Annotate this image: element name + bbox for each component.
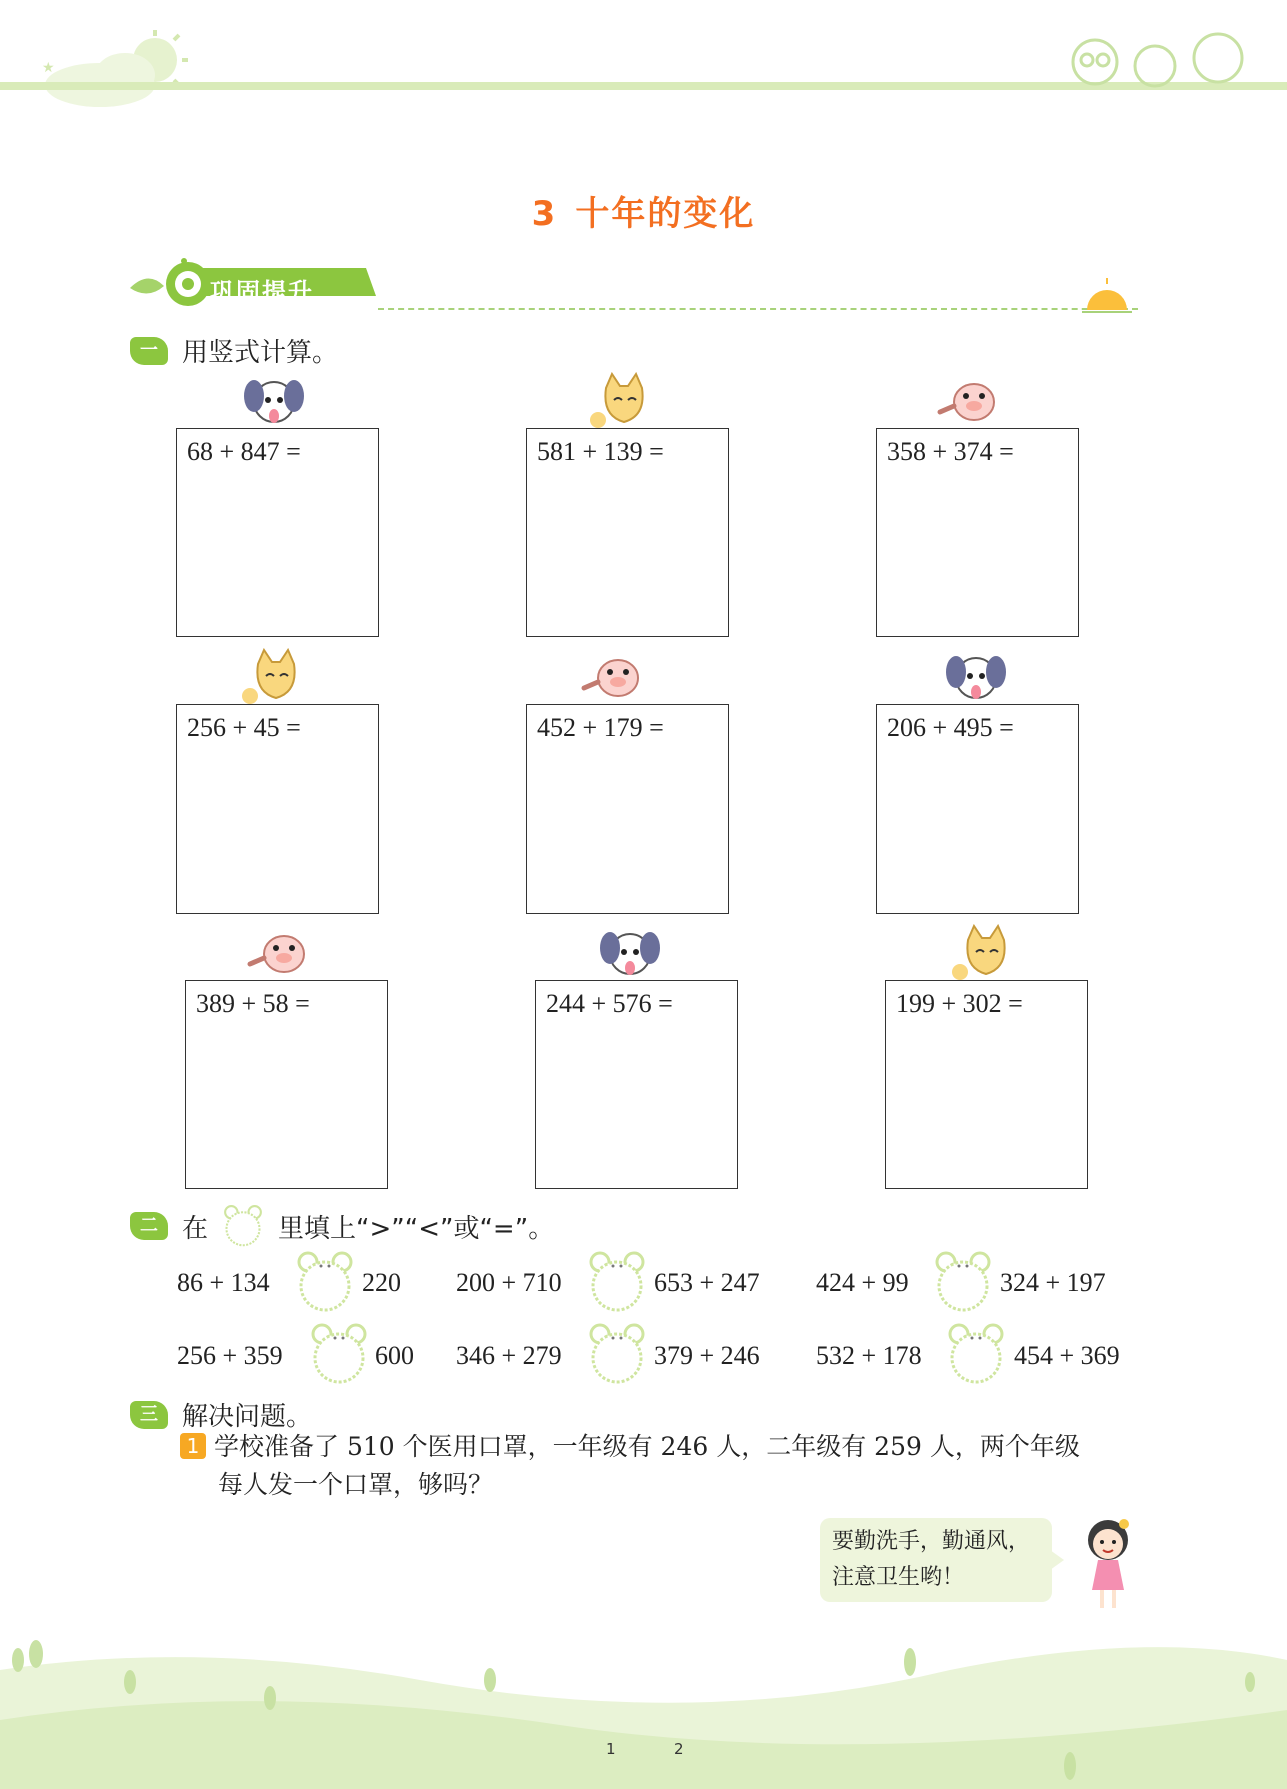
problem-text-line2: 每人发一个口罩，够吗？ (218, 1470, 494, 1499)
problem-number: 1 (180, 1433, 206, 1459)
part2-heading (130, 1204, 554, 1248)
calc-box[interactable] (526, 428, 729, 637)
section-divider (378, 308, 1138, 310)
mouse-bubble-icon[interactable] (586, 1250, 648, 1314)
part3-instruction: 解决问题。 (182, 1402, 313, 1432)
mouse-bubble-icon[interactable] (308, 1322, 370, 1386)
calc-box[interactable] (876, 428, 1079, 637)
calc-box[interactable] (176, 704, 379, 914)
dog-mascot-icon (934, 648, 1018, 706)
svg-text:★: ★ (42, 60, 55, 76)
compare-left: 86 + 134 (177, 1268, 270, 1297)
tip-bubble-tail (1050, 1550, 1064, 1570)
mouse-bubble-icon[interactable] (932, 1250, 994, 1314)
compare-right: 379 + 246 (654, 1341, 760, 1370)
compare-left: 200 + 710 (456, 1268, 562, 1297)
part1-badge: 一 (130, 337, 168, 365)
compare-right: 324 + 197 (1000, 1268, 1106, 1297)
calc-expression: 452 + 179 = (537, 713, 664, 742)
calc-expression: 244 + 576 = (546, 989, 673, 1018)
calc-expression: 206 + 495 = (887, 713, 1014, 742)
cat-mascot-icon (582, 372, 666, 430)
section-banner-label: 巩固提升 (210, 278, 314, 306)
part2-instruction-pre: 在 (182, 1213, 209, 1244)
calc-box[interactable] (176, 428, 379, 637)
girl-icon (1072, 1512, 1146, 1612)
calc-box[interactable] (526, 704, 729, 914)
calc-expression: 358 + 374 = (887, 437, 1014, 466)
calc-expression: 389 + 58 = (196, 989, 310, 1018)
calc-expression: 68 + 847 = (187, 437, 301, 466)
mouse-bubble-icon[interactable] (294, 1250, 356, 1314)
mouse-bubble-icon[interactable] (586, 1322, 648, 1386)
mouse-bubble-icon[interactable] (945, 1322, 1007, 1386)
calc-box[interactable] (185, 980, 388, 1189)
calc-box[interactable] (885, 980, 1088, 1189)
calc-expression: 581 + 139 = (537, 437, 664, 466)
pig-mascot-icon (576, 648, 660, 706)
calc-box[interactable] (535, 980, 738, 1189)
calc-expression: 256 + 45 = (187, 713, 301, 742)
calc-expression: 199 + 302 = (896, 989, 1023, 1018)
part3-badge: 三 (130, 1401, 168, 1429)
cat-mascot-icon (234, 648, 318, 706)
problem-text-line1: 学校准备了 510 个医用口罩，一年级有 246 人，二年级有 259 人，两个年级 (214, 1432, 1080, 1461)
compare-left: 532 + 178 (816, 1341, 922, 1370)
animal-faces-icon (1060, 20, 1260, 90)
cloud-sun-icon (40, 30, 190, 110)
compare-left: 424 + 99 (816, 1268, 909, 1297)
compare-left: 256 + 359 (177, 1341, 283, 1370)
page-title: 3 十年的变化 (531, 194, 756, 234)
compare-right: 454 + 369 (1014, 1341, 1120, 1370)
tip-line1: 要勤洗手，勤通风， (832, 1529, 1031, 1554)
page-number-left: 1 (606, 1740, 616, 1758)
cat-mascot-icon (944, 924, 1028, 982)
landscape-background (0, 1630, 1287, 1789)
dog-mascot-icon (588, 924, 672, 982)
part1-instruction: 用竖式计算。 (182, 338, 339, 368)
calc-box[interactable] (876, 704, 1079, 914)
word-problem (180, 1428, 1160, 1504)
dog-mascot-icon (232, 372, 316, 430)
part2-instruction-post: 里填上“>”“<”或“=”。 (278, 1213, 555, 1244)
compare-left: 346 + 279 (456, 1341, 562, 1370)
page-number-right: 2 (674, 1740, 684, 1758)
part1-heading (130, 332, 338, 369)
compare-right: 653 + 247 (654, 1268, 760, 1297)
tip-bubble (820, 1518, 1052, 1602)
pig-mascot-icon (932, 372, 1016, 430)
mouse-bubble-icon (220, 1204, 266, 1248)
pig-mascot-icon (242, 924, 326, 982)
tip-line2: 注意卫生哟！ (832, 1565, 965, 1590)
compare-right: 220 (362, 1268, 401, 1297)
part2-badge: 二 (130, 1212, 168, 1240)
sun-icon (1082, 278, 1132, 318)
compare-right: 600 (375, 1341, 414, 1370)
